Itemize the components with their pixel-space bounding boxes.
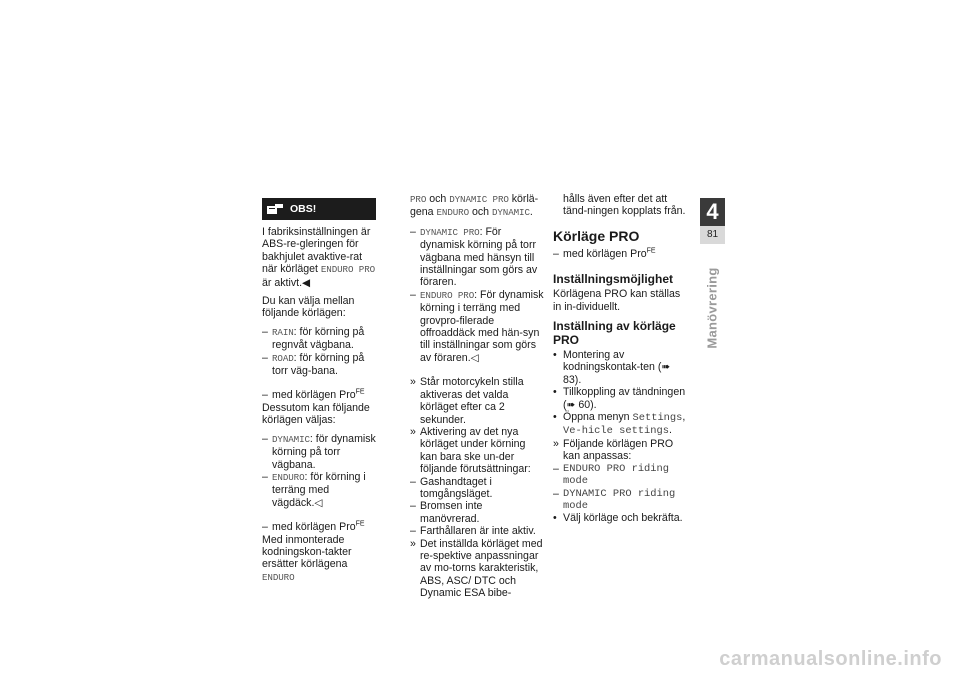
- list-item: – Bromsen inte manövrerad.: [410, 500, 483, 525]
- note-header: [262, 198, 376, 220]
- end-mark-icon: ◁: [470, 351, 479, 364]
- result-item: » Följande körlägen PRO kan anpassas:: [553, 437, 674, 463]
- page-ref-arrow-icon: ➠: [566, 398, 579, 411]
- result-item: » Aktivering av det nya körläget under körning kan bara ske un-der följande förutsättningar:: [410, 425, 531, 476]
- note-label: OBS!: [290, 202, 317, 215]
- list-item: – ENDURO PRO riding mode: [553, 462, 670, 488]
- chapter-side-title: Manövrering: [704, 267, 720, 349]
- continued-text: hålls även efter det att tänd-ningen kopplats från.: [563, 193, 686, 218]
- list-item: – Farthållaren är inte aktiv.: [410, 525, 536, 538]
- paragraph-modes: Du kan välja mellan följande körlägen:: [262, 295, 355, 320]
- heading-korlage-pro: Körläge PRO: [553, 227, 640, 244]
- paragraph-individual: Körlägena PRO kan ställas in in-dividuellt.: [553, 288, 681, 313]
- end-mark-icon: ◁: [314, 496, 323, 509]
- paragraph-coding: Med inmonterade kodningskon-takter ersätter körlägena ENDURO: [262, 533, 352, 583]
- list-item: – DYNAMIC PRO riding mode: [553, 487, 676, 512]
- chapter-tab: [700, 198, 725, 244]
- column-2: [410, 193, 544, 600]
- list-item: – ROAD: för körning på torr väg-bana.: [262, 351, 365, 378]
- note-text: I fabriksinställningen är ABS-re-gleringen för bakhjulet avaktive-rat när körläget ENDURO PRO är aktivt.◀: [262, 226, 376, 289]
- page-number: 81: [700, 226, 725, 244]
- paragraph-extra: Dessutom kan följande körlägen väljas:: [262, 401, 370, 427]
- page-ref-arrow-icon: ➠: [661, 361, 671, 374]
- heading-installning: Inställning av körläge PRO: [553, 319, 676, 348]
- equipment-line: – med körlägen Pro$^{FE}$: [262, 388, 365, 402]
- list-item: – RAIN: för körning på regnvåt vägbana.: [262, 325, 365, 352]
- equipment-line: – med körlägen Pro$^{FE}$: [553, 247, 656, 260]
- chapter-number: 4: [706, 199, 719, 224]
- column-1: [262, 198, 376, 590]
- column-3: [553, 193, 691, 525]
- result-item: » Står motorcykeln stilla aktiveras det valda körläget efter ca 2 sekunder.: [410, 376, 524, 426]
- bullet-item: • Öppna menyn Settings, Ve-hicle settings.: [553, 411, 686, 438]
- list-item: – ENDURO PRO: För dynamisk körning i terräng med grovpro-filerade offroaddäck med hän-syn till inställningar som görs av föraren.◁: [410, 288, 544, 364]
- warning-hand-icon: [266, 203, 284, 215]
- bullet-item: • Tillkoppling av tändningen (➠ 60).: [553, 386, 686, 411]
- list-item: – Gashandtaget i tomgångsläget.: [410, 475, 493, 500]
- end-mark-icon: ◀: [302, 276, 311, 289]
- bullet-item: • Välj körläge och bekräfta.: [553, 512, 683, 525]
- result-item: » Det inställda körläget med re-spektive anpassningar av mo-torns karakteristik, ABS, ASC/ DTC och Dynamic ESA bibe-: [410, 537, 543, 600]
- watermark: carmanualsonline.info: [719, 648, 942, 670]
- list-item: – ENDURO: för körning i terräng med vägdäck.◁: [262, 470, 366, 509]
- list-item: – DYNAMIC: för dynamisk körning på torr vägbana.: [262, 432, 376, 471]
- heading-installningsmojlighet: Inställningsmöjlighet: [553, 272, 674, 287]
- list-item: – DYNAMIC PRO: För dynamisk körning på torr vägbana med hänsyn till inställningar som görs av föraren.: [410, 225, 538, 289]
- equipment-line: – med körlägen Pro$^{FE}$: [262, 520, 365, 534]
- paragraph-continued: PRO och DYNAMIC PRO körlä-gena ENDURO och DYNAMIC.: [410, 193, 539, 219]
- bullet-item: • Montering av kodningskontak-ten (➠ 83).: [553, 349, 671, 386]
